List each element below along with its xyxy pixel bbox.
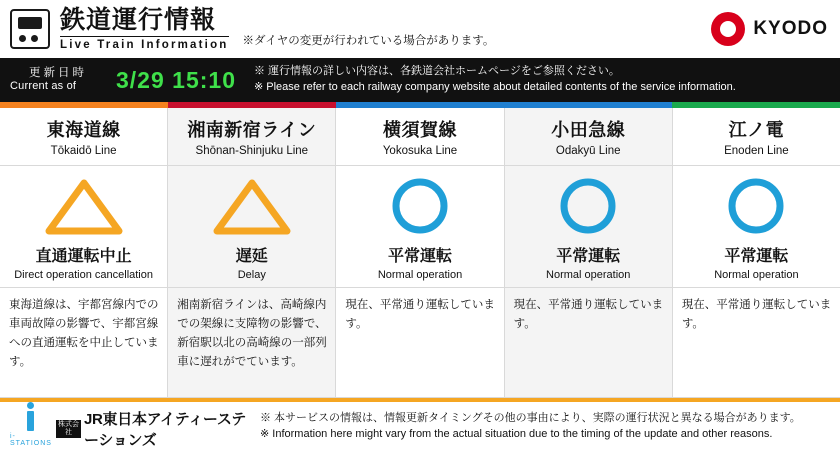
page-footer xyxy=(0,398,840,450)
istations-logo xyxy=(10,402,260,450)
description-row xyxy=(0,288,840,398)
update-time: 3/29 15:10 xyxy=(116,66,236,93)
description-column-odakyu xyxy=(505,288,673,398)
page-title-jp: 鉄道運行情報 xyxy=(60,6,217,35)
status-column-yokosuka xyxy=(336,166,504,288)
line-column-yokosuka[interactable] xyxy=(336,108,504,166)
update-note-jp: ※ 運行情報の詳しい内容は、各鉄道会社ホームページをご参照ください。 xyxy=(253,65,620,78)
update-note xyxy=(254,64,736,96)
train-icon xyxy=(10,9,50,49)
normal-circle-icon xyxy=(391,177,449,235)
line-name-jp: 江ノ電 xyxy=(728,120,785,140)
status-label-jp: 平常運転 xyxy=(556,247,621,265)
line-name-en: Yokosuka Line xyxy=(382,145,458,157)
page-header xyxy=(0,0,840,58)
normal-circle-icon xyxy=(727,177,785,235)
line-name-jp: 湘南新宿ライン xyxy=(187,120,317,140)
line-column-tokaido[interactable] xyxy=(0,108,168,166)
istations-label: i-STATIONS xyxy=(10,433,52,447)
status-label-jp: 遅延 xyxy=(235,247,268,265)
line-column-shonan-shinjuku[interactable] xyxy=(168,108,336,166)
update-label-jp: 更新日時 xyxy=(29,67,87,80)
i-stations-icon xyxy=(10,402,52,447)
description-text: 現在、平常通り運転しています。 xyxy=(336,288,503,398)
status-column-shonan-shinjuku xyxy=(168,166,336,288)
line-name-en: Tōkaidō Line xyxy=(50,145,117,157)
header-note: ※ダイヤの変更が行われている場合があります。 xyxy=(242,35,495,47)
update-label-en: Current as of xyxy=(10,80,77,93)
update-bar xyxy=(0,58,840,102)
line-name-jp: 東海道線 xyxy=(46,120,121,140)
status-column-enoden xyxy=(673,166,840,288)
normal-circle-icon xyxy=(559,177,617,235)
description-column-tokaido xyxy=(0,288,168,398)
line-column-odakyu[interactable] xyxy=(505,108,673,166)
line-name-en: Enoden Line xyxy=(724,145,789,157)
jreis-badge: 株式会社 xyxy=(56,420,81,438)
status-column-odakyu xyxy=(505,166,673,288)
description-text: 東海道線は、宇都宮線内での車両故障の影響で、宇都宮線への直通運転を中止しています。 xyxy=(0,288,167,398)
description-text: 現在、平常通り運転しています。 xyxy=(505,288,672,398)
kyodo-logo xyxy=(711,12,828,46)
kyodo-mark-icon xyxy=(711,12,745,46)
description-text: 現在、平常通り運転しています。 xyxy=(673,288,840,398)
update-note-en: ※ Please refer to each railway company website about detailed contents of the service information. xyxy=(253,81,736,93)
status-label-jp: 平常運転 xyxy=(724,247,789,265)
line-name-jp: 横須賀線 xyxy=(383,120,457,140)
warning-triangle-icon xyxy=(45,177,123,235)
kyodo-brand-text: KYODO xyxy=(753,18,828,39)
status-label-en: Direct operation cancellation xyxy=(14,268,153,281)
status-label-en: Normal operation xyxy=(714,268,799,281)
footer-note xyxy=(260,410,801,443)
status-label-en: Delay xyxy=(237,268,266,281)
jreis-text: JR東日本アイティーステーションズ xyxy=(83,411,246,449)
description-column-shonan-shinjuku xyxy=(168,288,336,398)
warning-triangle-icon xyxy=(213,177,291,235)
footer-note-jp: ※ 本サービスの情報は、情報更新タイミングその他の事由により、実際の運行状況と異なる場合があります。 xyxy=(260,411,801,424)
line-name-jp: 小田急線 xyxy=(551,120,626,140)
line-name-row xyxy=(0,108,840,166)
status-label-en: Normal operation xyxy=(377,268,463,281)
status-row xyxy=(0,166,840,288)
line-column-enoden[interactable] xyxy=(673,108,840,166)
status-label-jp: 平常運転 xyxy=(388,247,453,265)
footer-note-en: ※ Information here might vary from the actual situation due to the timing of the update and other reasons. xyxy=(260,428,773,440)
page-title-en: Live Train Information xyxy=(60,36,229,51)
description-text: 湘南新宿ラインは、高崎線内での架線に支障物の影響で、新宿駅以北の高崎線の一部列車に遅れがでています。 xyxy=(168,288,335,398)
status-column-tokaido xyxy=(0,166,168,288)
description-column-enoden xyxy=(673,288,840,398)
title-block xyxy=(60,7,229,50)
update-label xyxy=(10,67,106,93)
status-label-en: Normal operation xyxy=(546,268,631,281)
line-name-en: Shōnan-Shinjuku Line xyxy=(195,145,309,157)
jreis-logo xyxy=(56,408,260,450)
line-name-en: Odakyū Line xyxy=(555,145,621,157)
status-label-jp: 直通運転中止 xyxy=(35,247,132,265)
description-column-yokosuka xyxy=(336,288,504,398)
